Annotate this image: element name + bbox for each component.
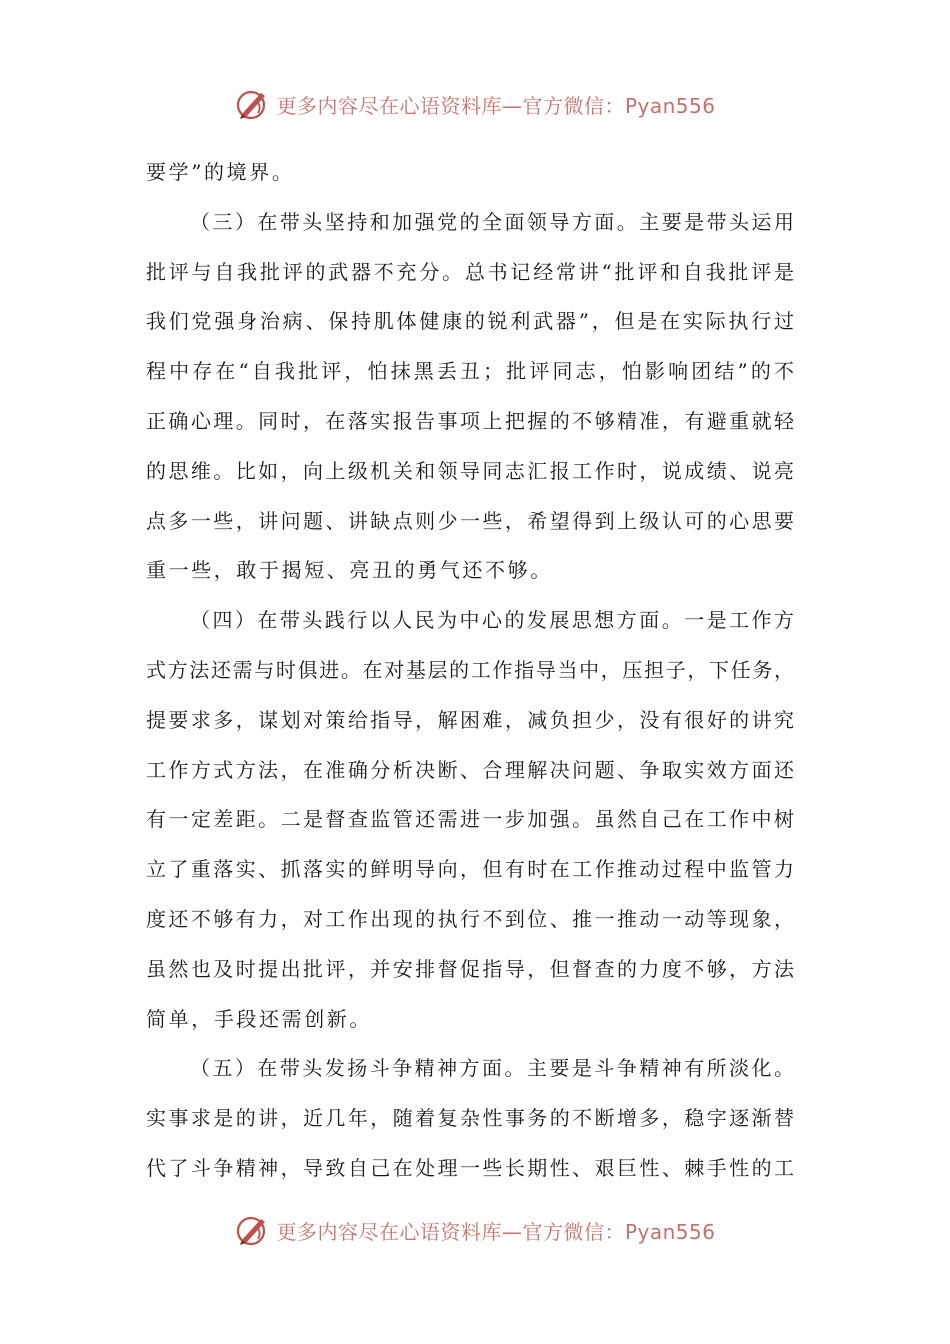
banner-text: 更多内容尽在心语资料库—官方微信：Pyan556 [276,1219,716,1244]
text-line: 要学”的境界。 [146,160,295,184]
text-line: （五）在带头发扬斗争精神方面。主要是斗争精神有所淡化。 [190,1056,794,1081]
pen-logo-icon [234,86,270,122]
pen-logo-icon [234,1212,270,1248]
text-line: 代了斗争精神，导致自己在处理一些长期性、艰巨性、棘手性的工 [146,1155,794,1180]
text-line: 提要求多，谋划对策给指导，解困难，减负担少，没有很好的讲究 [146,707,794,732]
document-body [146,148,794,1194]
text-line: 立了重落实、抓落实的鲜明导向，但有时在工作推动过程中监管力 [146,857,794,882]
text-line: 实事求是的讲，近几年，随着复杂性事务的不断增多，稳字逐渐替 [146,1106,794,1131]
text-line: 点多一些，讲问题、讲缺点则少一些，希望得到上级认可的心思要 [146,508,794,533]
text-line: （四）在带头践行以人民为中心的发展思想方面。一是工作方 [190,608,794,633]
text-line: 正确心理。同时，在落实报告事项上把握的不够精准，有避重就轻 [146,408,794,433]
text-line: 简单，手段还需创新。 [146,1006,372,1031]
text-line: 程中存在“自我批评，怕抹黑丢丑；批评同志，怕影响团结”的不 [146,359,794,384]
text-line: 虽然也及时提出批评，并安排督促指导，但督查的力度不够，方法 [146,956,794,981]
text-line: 的思维。比如，向上级机关和领导同志汇报工作时，说成绩、说亮 [146,458,794,483]
footer-banner [0,1210,950,1250]
text-line: 我们党强身治病、保持肌体健康的锐利武器”，但是在实际执行过 [146,309,794,334]
text-line: 式方法还需与时俱进。在对基层的工作指导当中，压担子，下任务， [146,657,794,682]
text-line: （三）在带头坚持和加强党的全面领导方面。主要是带头运用 [190,209,794,234]
banner-text: 更多内容尽在心语资料库—官方微信：Pyan556 [276,93,716,118]
text-line: 度还不够有力，对工作出现的执行不到位、推一推动一动等现象， [146,906,794,931]
text-line: 重一些，敢于揭短、亮丑的勇气还不够。 [146,558,553,583]
text-line: 批评与自我批评的武器不充分。总书记经常讲“批评和自我批评是 [146,259,794,284]
text-line: 有一定差距。二是督查监管还需进一步加强。虽然自己在工作中树 [146,807,794,832]
header-banner [0,84,950,124]
text-line: 工作方式方法，在准确分析决断、合理解决问题、争取实效方面还 [146,757,794,782]
